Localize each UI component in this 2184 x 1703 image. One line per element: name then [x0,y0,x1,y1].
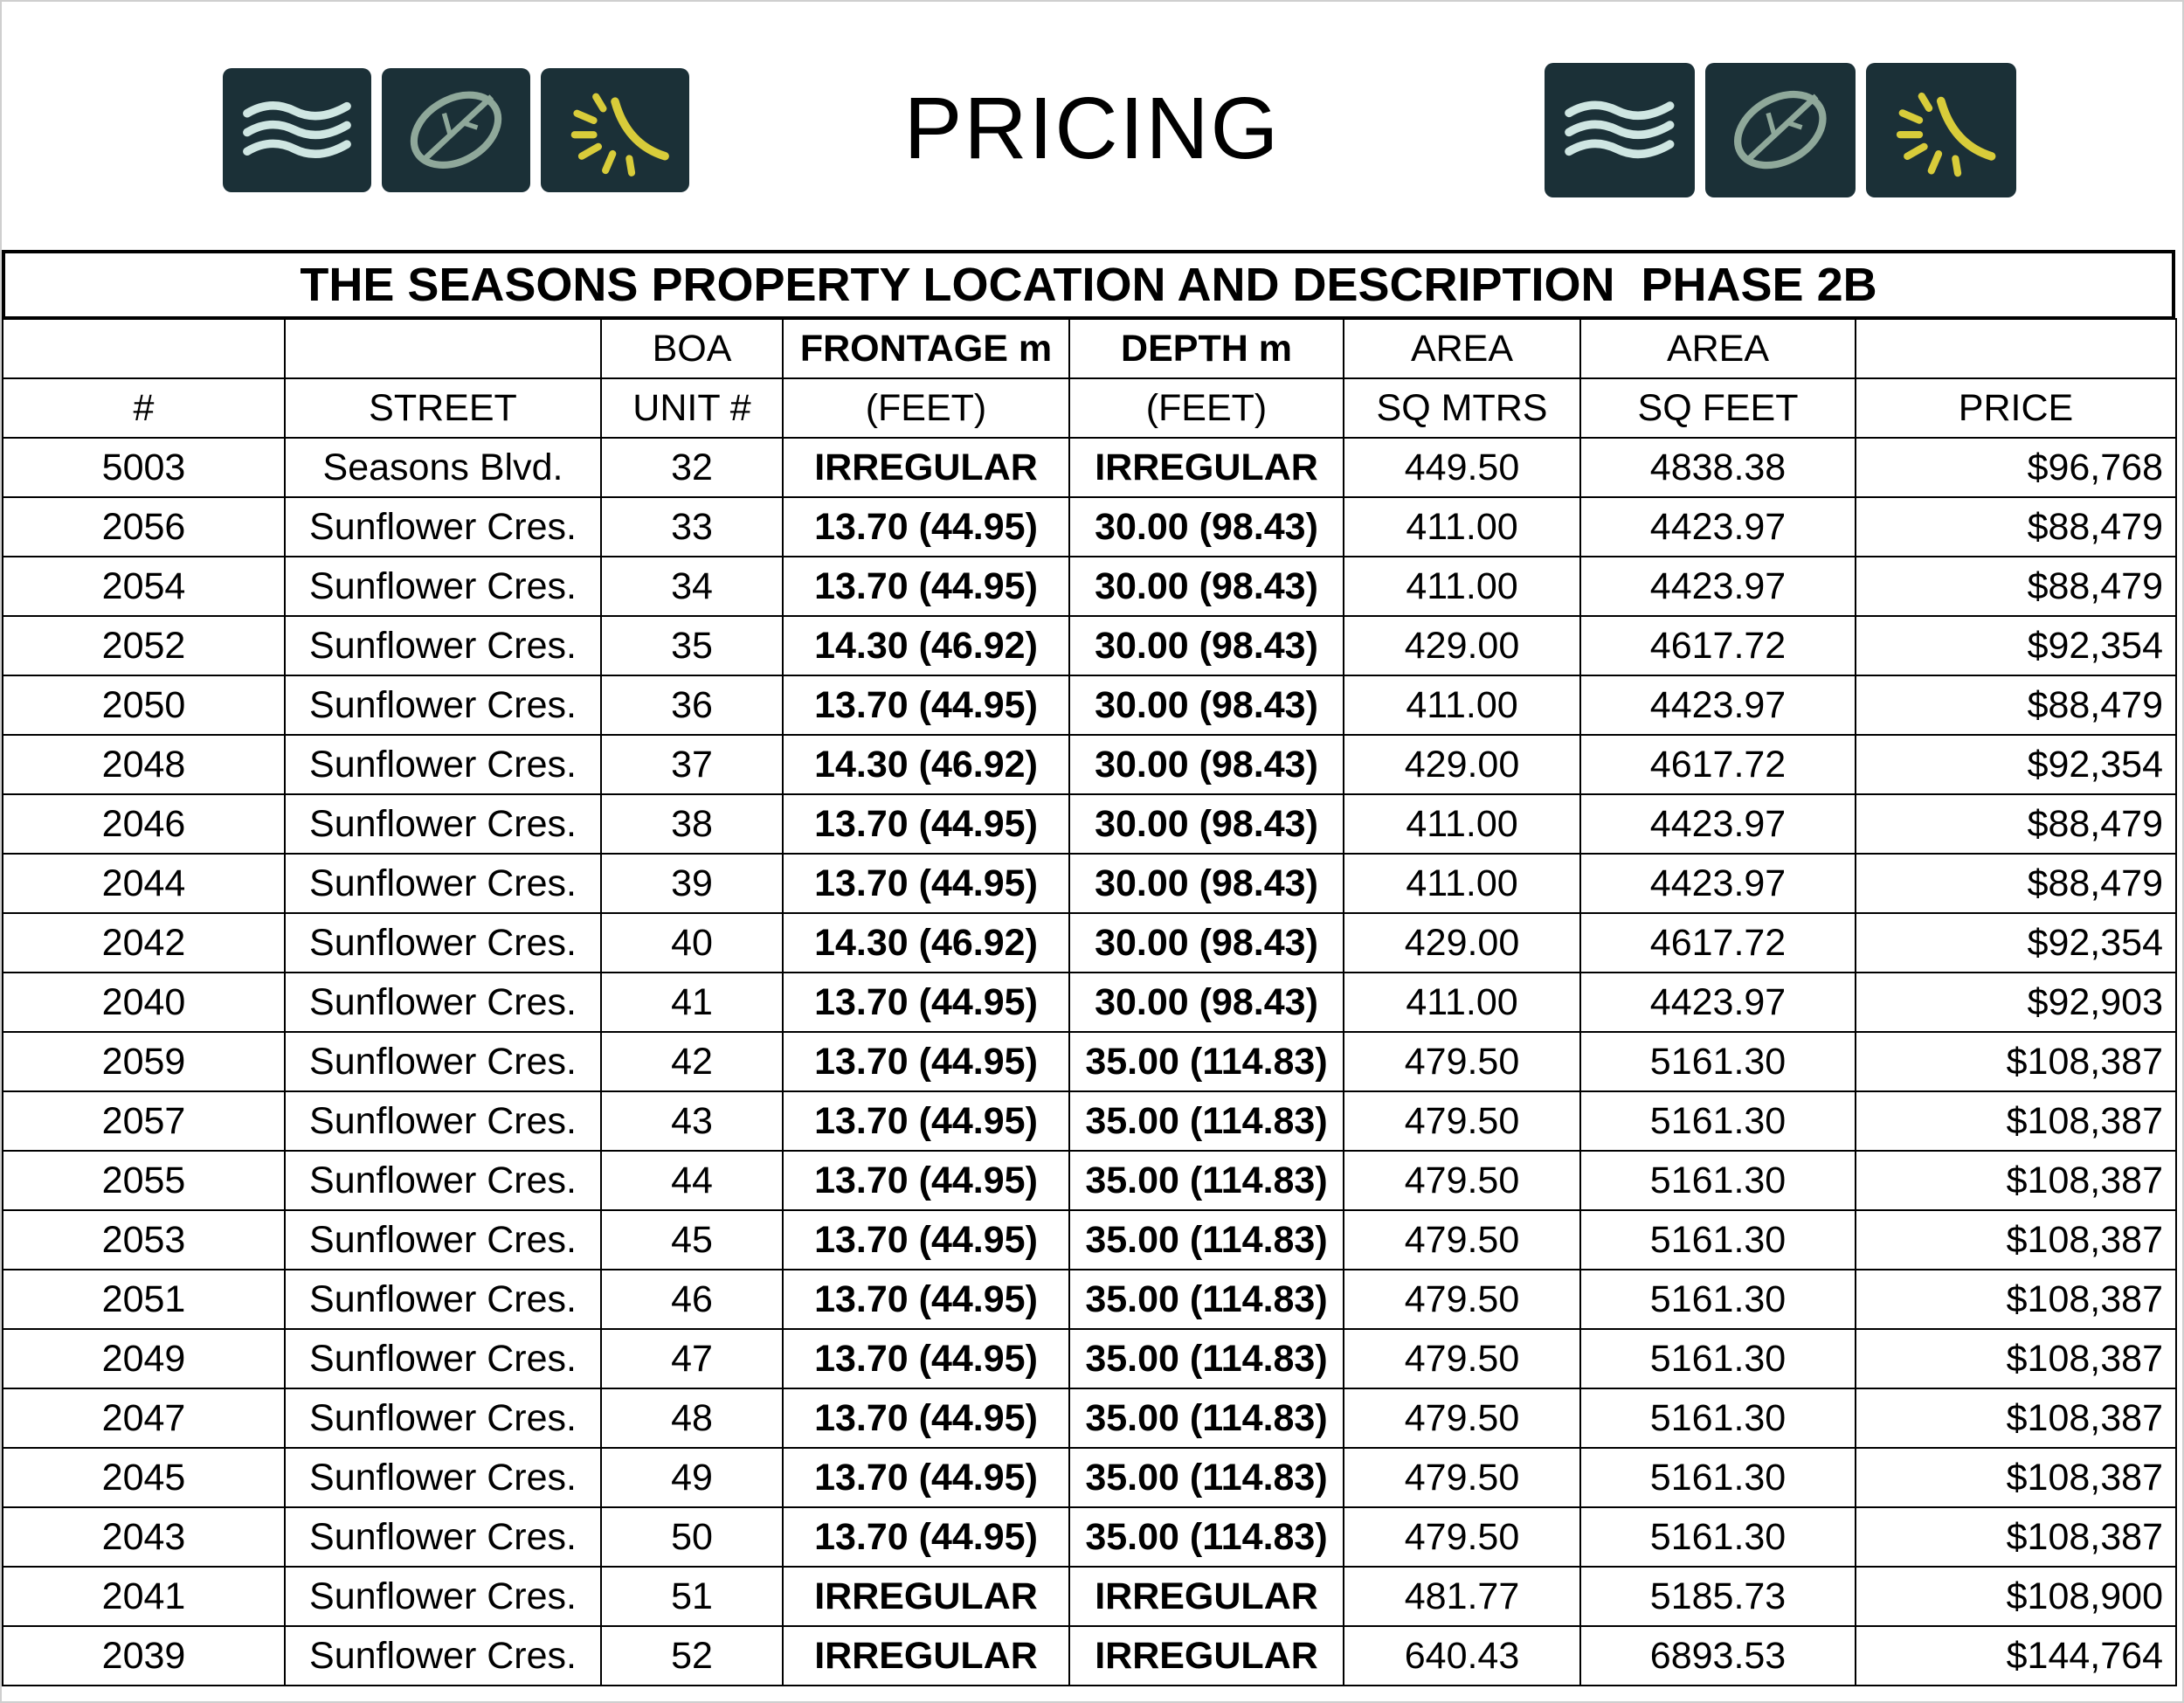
page-title: PRICING [903,80,1281,177]
cell-lot-number: 2046 [3,794,285,854]
cell-street: Sunflower Cres. [285,1626,601,1686]
cell-depth: 35.00 (114.83) [1069,1388,1344,1448]
cell-boa-unit: 49 [601,1448,783,1507]
cell-lot-number: 2040 [3,973,285,1032]
cell-area-sq-feet: 4617.72 [1580,616,1856,675]
table-row [3,1151,2176,1210]
table-row [3,438,2176,497]
cell-street: Sunflower Cres. [285,913,601,973]
cell-area-sq-mtrs: 411.00 [1344,854,1580,913]
cell-area-sq-feet: 5161.30 [1580,1507,1856,1567]
cell-frontage: 13.70 (44.95) [783,973,1069,1032]
cell-price: $96,768 [1856,438,2176,497]
cell-area-sq-mtrs: 429.00 [1344,735,1580,794]
cell-price: $108,387 [1856,1151,2176,1210]
table-row [3,1091,2176,1151]
table-row [3,854,2176,913]
cell-area-sq-feet: 4617.72 [1580,735,1856,794]
cell-area-sq-mtrs: 479.50 [1344,1032,1580,1091]
cell-area-sq-feet: 4423.97 [1580,675,1856,735]
cell-boa-unit: 42 [601,1032,783,1091]
cell-area-sq-feet: 5161.30 [1580,1448,1856,1507]
cell-lot-number: 2041 [3,1567,285,1626]
cell-frontage: 13.70 (44.95) [783,675,1069,735]
cell-lot-number: 2054 [3,557,285,616]
header-cell-price [1856,319,2176,378]
cell-area-sq-feet: 5161.30 [1580,1388,1856,1448]
table-row [3,973,2176,1032]
table-row [3,1270,2176,1329]
cell-street: Sunflower Cres. [285,794,601,854]
cell-area-sq-feet: 5161.30 [1580,1032,1856,1091]
cell-lot-number: 2057 [3,1091,285,1151]
cell-lot-number: 2048 [3,735,285,794]
cell-depth: 35.00 (114.83) [1069,1448,1344,1507]
cell-area-sq-feet: 4838.38 [1580,438,1856,497]
header-cell-area-sq-mtrs: SQ MTRS [1344,378,1580,438]
cell-depth: 30.00 (98.43) [1069,973,1344,1032]
cell-area-sq-feet: 4423.97 [1580,854,1856,913]
table-header-top [3,319,2176,378]
cell-price: $108,387 [1856,1388,2176,1448]
cell-street: Sunflower Cres. [285,1567,601,1626]
cell-frontage: 13.70 (44.95) [783,1388,1069,1448]
cell-price: $108,387 [1856,1507,2176,1567]
header-cell-boa-unit: UNIT # [601,378,783,438]
cell-area-sq-mtrs: 479.50 [1344,1329,1580,1388]
cell-depth: IRREGULAR [1069,438,1344,497]
cell-street: Sunflower Cres. [285,675,601,735]
cell-area-sq-mtrs: 479.50 [1344,1388,1580,1448]
cell-area-sq-mtrs: 411.00 [1344,497,1580,557]
cell-lot-number: 2039 [3,1626,285,1686]
table-row [3,557,2176,616]
pricing-table-container [2,250,2175,1686]
cell-street: Sunflower Cres. [285,1032,601,1091]
table-row [3,616,2176,675]
sun-icon [1866,63,2016,197]
cell-lot-number: 2053 [3,1210,285,1270]
cell-area-sq-feet: 4617.72 [1580,913,1856,973]
cell-depth: 35.00 (114.83) [1069,1032,1344,1091]
header-cell-area-sq-feet: SQ FEET [1580,378,1856,438]
cell-price: $88,479 [1856,557,2176,616]
cell-lot-number: 2045 [3,1448,285,1507]
cell-boa-unit: 50 [601,1507,783,1567]
cell-lot-number: 2047 [3,1388,285,1448]
cell-boa-unit: 35 [601,616,783,675]
cell-area-sq-feet: 6893.53 [1580,1626,1856,1686]
cell-area-sq-feet: 5161.30 [1580,1329,1856,1388]
cell-lot-number: 2042 [3,913,285,973]
cell-area-sq-feet: 4423.97 [1580,973,1856,1032]
cell-street: Sunflower Cres. [285,1270,601,1329]
cell-depth: 35.00 (114.83) [1069,1270,1344,1329]
header-cell-street [285,319,601,378]
cell-frontage: 13.70 (44.95) [783,1329,1069,1388]
cell-lot-number: 2043 [3,1507,285,1567]
table-header-bottom [3,378,2176,438]
cell-area-sq-feet: 5161.30 [1580,1210,1856,1270]
cell-price: $108,900 [1856,1567,2176,1626]
cell-boa-unit: 41 [601,973,783,1032]
cell-street: Sunflower Cres. [285,557,601,616]
table-row [3,913,2176,973]
cell-depth: 30.00 (98.43) [1069,854,1344,913]
cell-area-sq-mtrs: 449.50 [1344,438,1580,497]
cell-depth: 35.00 (114.83) [1069,1507,1344,1567]
cell-boa-unit: 39 [601,854,783,913]
waves-icon [1545,63,1695,197]
sun-icon [541,68,689,192]
cell-boa-unit: 45 [601,1210,783,1270]
cell-boa-unit: 34 [601,557,783,616]
cell-lot-number: 2052 [3,616,285,675]
cell-area-sq-mtrs: 411.00 [1344,675,1580,735]
table-row [3,1448,2176,1507]
cell-frontage: 13.70 (44.95) [783,1151,1069,1210]
header-cell-frontage: FRONTAGE m [783,319,1069,378]
cell-street: Sunflower Cres. [285,973,601,1032]
cell-price: $108,387 [1856,1270,2176,1329]
cell-frontage: 13.70 (44.95) [783,1032,1069,1091]
cell-area-sq-feet: 5161.30 [1580,1151,1856,1210]
cell-area-sq-mtrs: 481.77 [1344,1567,1580,1626]
cell-price: $92,354 [1856,616,2176,675]
cell-price: $108,387 [1856,1091,2176,1151]
cell-depth: 30.00 (98.43) [1069,557,1344,616]
cell-boa-unit: 51 [601,1567,783,1626]
cell-area-sq-feet: 4423.97 [1580,497,1856,557]
cell-frontage: IRREGULAR [783,1626,1069,1686]
cell-boa-unit: 38 [601,794,783,854]
cell-boa-unit: 48 [601,1388,783,1448]
cell-frontage: 13.70 (44.95) [783,497,1069,557]
cell-lot-number: 2056 [3,497,285,557]
cell-area-sq-mtrs: 479.50 [1344,1448,1580,1507]
cell-lot-number: 2051 [3,1270,285,1329]
header-cell-lot-number [3,319,285,378]
cell-area-sq-feet: 5161.30 [1580,1270,1856,1329]
waves-icon [223,68,371,192]
table-row [3,794,2176,854]
table-title: THE SEASONS PROPERTY LOCATION AND DESCRIPTION PHASE 2B [2,250,2175,318]
cell-depth: 30.00 (98.43) [1069,735,1344,794]
cell-boa-unit: 40 [601,913,783,973]
leaf-icon [382,68,530,192]
cell-depth: 35.00 (114.83) [1069,1091,1344,1151]
cell-depth: 30.00 (98.43) [1069,616,1344,675]
cell-street: Sunflower Cres. [285,854,601,913]
cell-street: Sunflower Cres. [285,616,601,675]
cell-depth: 35.00 (114.83) [1069,1329,1344,1388]
cell-price: $108,387 [1856,1032,2176,1091]
cell-boa-unit: 46 [601,1270,783,1329]
cell-depth: 30.00 (98.43) [1069,913,1344,973]
header-cell-depth: (FEET) [1069,378,1344,438]
cell-area-sq-mtrs: 479.50 [1344,1210,1580,1270]
cell-frontage: IRREGULAR [783,438,1069,497]
header-cell-area-sq-mtrs: AREA [1344,319,1580,378]
cell-price: $92,354 [1856,913,2176,973]
cell-boa-unit: 32 [601,438,783,497]
cell-frontage: 13.70 (44.95) [783,1210,1069,1270]
cell-area-sq-mtrs: 479.50 [1344,1270,1580,1329]
header-cell-depth: DEPTH m [1069,319,1344,378]
cell-area-sq-mtrs: 479.50 [1344,1507,1580,1567]
cell-boa-unit: 44 [601,1151,783,1210]
header-cell-boa-unit: BOA [601,319,783,378]
cell-price: $88,479 [1856,497,2176,557]
cell-area-sq-feet: 4423.97 [1580,794,1856,854]
table-row [3,735,2176,794]
cell-street: Sunflower Cres. [285,1151,601,1210]
cell-price: $88,479 [1856,675,2176,735]
cell-street: Sunflower Cres. [285,1507,601,1567]
cell-area-sq-mtrs: 411.00 [1344,973,1580,1032]
cell-frontage: 13.70 (44.95) [783,1448,1069,1507]
cell-price: $108,387 [1856,1448,2176,1507]
cell-area-sq-mtrs: 429.00 [1344,913,1580,973]
cell-lot-number: 2059 [3,1032,285,1091]
table-row [3,1567,2176,1626]
cell-depth: 30.00 (98.43) [1069,794,1344,854]
cell-street: Sunflower Cres. [285,1091,601,1151]
cell-area-sq-mtrs: 479.50 [1344,1091,1580,1151]
logo-group-left [223,68,689,192]
cell-frontage: 13.70 (44.95) [783,854,1069,913]
cell-depth: 35.00 (114.83) [1069,1151,1344,1210]
table-row [3,1210,2176,1270]
cell-street: Seasons Blvd. [285,438,601,497]
cell-frontage: IRREGULAR [783,1567,1069,1626]
table-row [3,1032,2176,1091]
cell-frontage: 14.30 (46.92) [783,913,1069,973]
header-cell-street: STREET [285,378,601,438]
leaf-icon [1705,63,1856,197]
cell-area-sq-mtrs: 429.00 [1344,616,1580,675]
cell-price: $108,387 [1856,1210,2176,1270]
logo-group-right [1545,63,2016,197]
table-row [3,497,2176,557]
header-cell-frontage: (FEET) [783,378,1069,438]
cell-depth: 30.00 (98.43) [1069,497,1344,557]
cell-area-sq-mtrs: 411.00 [1344,557,1580,616]
cell-street: Sunflower Cres. [285,1329,601,1388]
cell-street: Sunflower Cres. [285,735,601,794]
cell-boa-unit: 36 [601,675,783,735]
cell-boa-unit: 43 [601,1091,783,1151]
pricing-table [2,318,2177,1686]
cell-price: $88,479 [1856,854,2176,913]
cell-street: Sunflower Cres. [285,1388,601,1448]
cell-price: $92,903 [1856,973,2176,1032]
cell-lot-number: 2049 [3,1329,285,1388]
cell-lot-number: 2055 [3,1151,285,1210]
cell-frontage: 13.70 (44.95) [783,1091,1069,1151]
cell-street: Sunflower Cres. [285,1210,601,1270]
cell-area-sq-feet: 5161.30 [1580,1091,1856,1151]
cell-boa-unit: 52 [601,1626,783,1686]
cell-lot-number: 5003 [3,438,285,497]
cell-lot-number: 2050 [3,675,285,735]
header-cell-area-sq-feet: AREA [1580,319,1856,378]
cell-depth: IRREGULAR [1069,1626,1344,1686]
cell-boa-unit: 47 [601,1329,783,1388]
cell-frontage: 14.30 (46.92) [783,616,1069,675]
cell-price: $88,479 [1856,794,2176,854]
cell-area-sq-feet: 5185.73 [1580,1567,1856,1626]
cell-price: $144,764 [1856,1626,2176,1686]
cell-depth: 30.00 (98.43) [1069,675,1344,735]
table-row [3,675,2176,735]
table-row [3,1388,2176,1448]
cell-frontage: 13.70 (44.95) [783,1507,1069,1567]
cell-area-sq-mtrs: 411.00 [1344,794,1580,854]
cell-area-sq-mtrs: 479.50 [1344,1151,1580,1210]
table-row [3,1329,2176,1388]
cell-boa-unit: 33 [601,497,783,557]
cell-depth: IRREGULAR [1069,1567,1344,1626]
table-row [3,1507,2176,1567]
cell-price: $92,354 [1856,735,2176,794]
table-row [3,1626,2176,1686]
cell-price: $108,387 [1856,1329,2176,1388]
cell-lot-number: 2044 [3,854,285,913]
cell-area-sq-feet: 4423.97 [1580,557,1856,616]
cell-street: Sunflower Cres. [285,1448,601,1507]
cell-area-sq-mtrs: 640.43 [1344,1626,1580,1686]
cell-frontage: 13.70 (44.95) [783,1270,1069,1329]
cell-frontage: 13.70 (44.95) [783,557,1069,616]
header-cell-price: PRICE [1856,378,2176,438]
cell-frontage: 14.30 (46.92) [783,735,1069,794]
header-cell-lot-number: # [3,378,285,438]
cell-frontage: 13.70 (44.95) [783,794,1069,854]
cell-depth: 35.00 (114.83) [1069,1210,1344,1270]
cell-boa-unit: 37 [601,735,783,794]
cell-street: Sunflower Cres. [285,497,601,557]
